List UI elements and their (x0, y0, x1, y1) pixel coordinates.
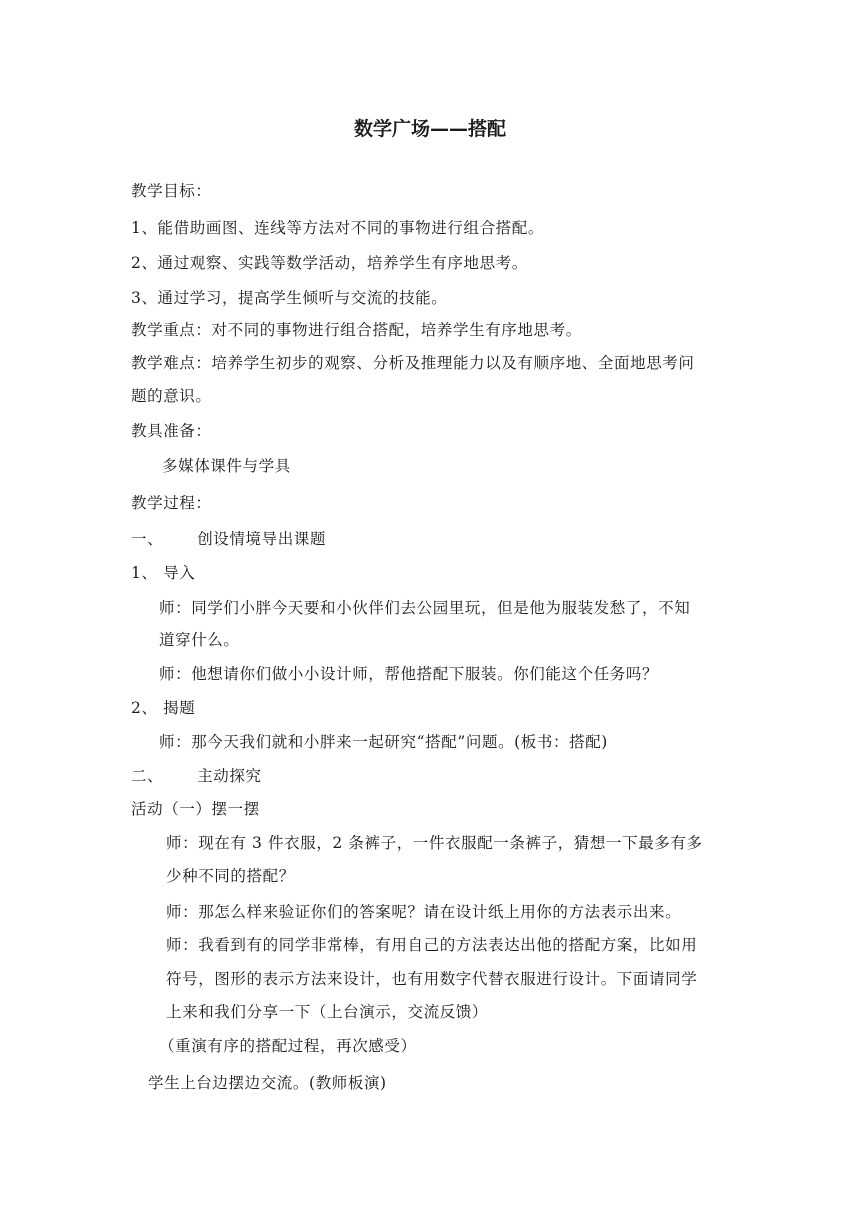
activity-1-para-3-line-3: 上来和我们分享一下（上台演示，交流反馈） (166, 1003, 489, 1021)
step-1-para-1-line-2: 道穿什么。 (159, 631, 240, 649)
activity-1-heading: 活动（一）摆一摆 (131, 800, 260, 818)
activity-1-para-1-line-2: 少种不同的搭配？ (166, 867, 295, 885)
objectives-heading: 教学目标： (131, 182, 212, 200)
activity-1-para-5: 学生上台边摆边交流。(教师板演) (148, 1074, 387, 1092)
objective-item-3: 3、通过学习，提高学生倾听与交流的技能。 (131, 289, 448, 307)
key-point: 教学重点：对不同的事物进行组合搭配，培养学生有序地思考。 (131, 321, 582, 339)
objective-item-2: 2、通过观察、实践等数学活动，培养学生有序地思考。 (131, 254, 528, 272)
activity-1-para-2: 师：那怎么样来验证你们的答案呢？请在设计纸上用你的方法表示出来。 (166, 903, 682, 921)
activity-1-para-3-line-2: 符号，图形的表示方法来设计，也有用数字代替衣服进行设计。下面请同学 (166, 970, 698, 988)
activity-1-para-1-line-1: 师：现在有 3 件衣服，2 条裤子，一件衣服配一条裤子，猜想一下最多有多 (166, 834, 703, 852)
step-2-para-1: 师：那今天我们就和小胖来一起研究“搭配”问题。(板书：搭配) (159, 733, 608, 751)
materials-heading: 教具准备： (131, 422, 212, 440)
difficulty-line-2: 题的意识。 (131, 387, 212, 405)
step-1-heading: 1、 导入 (131, 564, 196, 582)
section-2-number: 二、 (131, 767, 164, 785)
section-1-heading (131, 529, 326, 549)
objective-item-1: 1、能借助画图、连线等方法对不同的事物进行组合搭配。 (131, 219, 544, 237)
section-1-number: 一、 (131, 530, 164, 548)
materials-content: 多媒体课件与学具 (162, 457, 291, 475)
difficulty-line-1: 教学难点：培养学生初步的观察、分析及推理能力以及有顺序地、全面地思考问 (131, 354, 695, 372)
step-2-heading: 2、 揭题 (131, 699, 196, 717)
activity-1-para-4: （重演有序的搭配过程，再次感受） (159, 1037, 417, 1055)
activity-1-para-3-line-1: 师：我看到有的同学非常棒，有用自己的方法表达出他的搭配方案，比如用 (166, 936, 698, 954)
section-2-title: 主动探究 (197, 767, 262, 785)
process-heading: 教学过程： (131, 494, 212, 512)
section-1-title: 创设情境导出课题 (197, 530, 327, 548)
step-1-para-1-line-1: 师：同学们小胖今天要和小伙伴们去公园里玩，但是他为服装发愁了，不知 (159, 599, 691, 617)
page-title: 数学广场——搭配 (353, 118, 506, 140)
step-1-para-2: 师：他想请你们做小小设计师，帮他搭配下服装。你们能这个任务吗？ (159, 665, 659, 683)
section-2-heading (131, 766, 262, 786)
